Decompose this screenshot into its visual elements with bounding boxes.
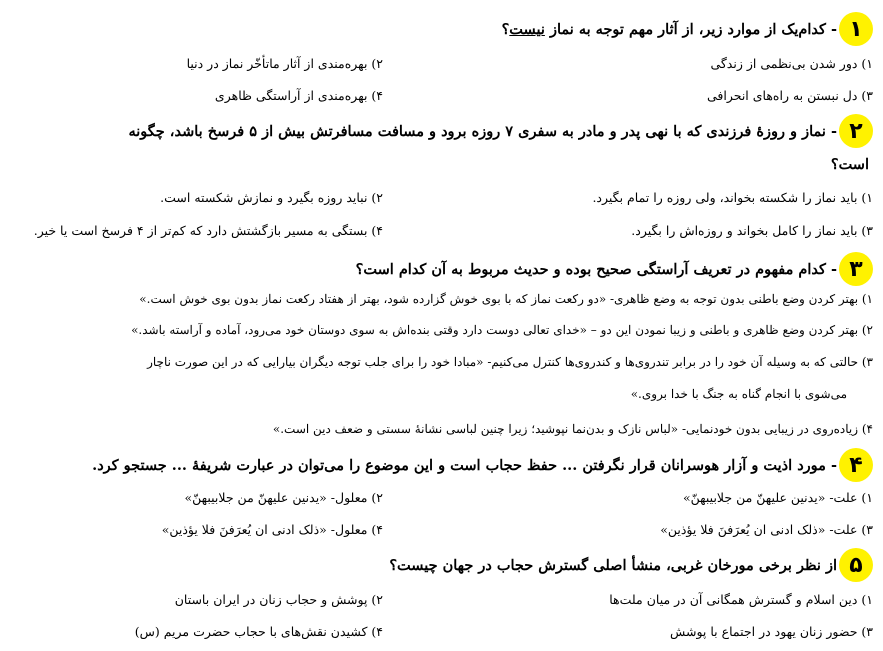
option-continued: می‌شوی با انجام گناه به جنگ با خدا بروی.» bbox=[630, 387, 847, 401]
option[interactable]: ۳) علت- «ذلک ادنی ان یُعرَفنَ فلا یؤذین» bbox=[660, 522, 873, 537]
question-number-badge: ۵ bbox=[839, 548, 873, 582]
option[interactable]: ۲) معلول- «یدنین علیهنّ من جلابیبهنّ» bbox=[184, 490, 383, 505]
question-number-badge: ۲ bbox=[839, 114, 873, 148]
option[interactable]: ۴) زیاده‌روی در زیبایی بدون خودنمایی- «لباس نازک و بدن‌نما نپوشید؛ زیرا چنین لباسی نشانهٔ سستی و ضعف دین است.» bbox=[272, 422, 873, 436]
question-2-header bbox=[128, 114, 873, 148]
option[interactable]: ۳) حالتی که به وسیله آن خود را در برابر تندروی‌ها و کندروی‌ها کنترل می‌کنیم- «مبادا خود را برای جلب توجه دیگران بیارایی که در این صورت ناچار bbox=[147, 355, 873, 369]
question-2-text-continued: است؟ bbox=[830, 156, 869, 173]
option[interactable]: ۴) بهره‌مندی از آراستگی ظاهری bbox=[214, 88, 383, 103]
question-3-text: - کدام مفهوم در تعریف آراستگی صحیح بوده و حدیث مربوط به آن کدام است؟ bbox=[355, 260, 837, 278]
option[interactable]: ۲) پوشش و حجاب زنان در ایران باستان bbox=[174, 592, 383, 607]
option[interactable]: ۳) حضور زنان یهود در اجتماع با پوشش bbox=[670, 624, 873, 639]
question-number-badge: ۴ bbox=[839, 448, 873, 482]
option[interactable]: ۲) نباید روزه بگیرد و نمازش شکسته است. bbox=[160, 190, 383, 205]
option[interactable]: ۱) دین اسلام و گسترش همگانی آن در میان ملت‌ها bbox=[609, 592, 873, 607]
option[interactable]: ۴) کشیدن نقش‌های با حجاب حضرت مریم (س) bbox=[134, 624, 383, 639]
option[interactable]: ۴) معلول- «ذلک ادنی ان یُعرَفنَ فلا یؤذین» bbox=[161, 522, 383, 537]
question-1-header bbox=[502, 12, 873, 46]
option[interactable]: ۳) دل نبستن به راه‌های انحرافی bbox=[706, 88, 873, 103]
option[interactable]: ۲) بهره‌مندی از آثار ماتأخّر نماز در دنیا bbox=[186, 56, 383, 71]
question-5-text: از نظر برخی مورخان غربی، منشأ اصلی گسترش حجاب در جهان چیست؟ bbox=[389, 556, 837, 574]
question-number-badge: ۳ bbox=[839, 252, 873, 286]
question-4-text: - مورد اذیت و آزار هوسرانان قرار نگرفتن ... حفظ حجاب است و این موضوع را می‌توان در عبارت شریفهٔ ... جستجو کرد. bbox=[92, 456, 837, 474]
option[interactable]: ۱) بهتر کردن وضع باطنی بدون توجه به وضع ظاهری- «دو رکعت نماز که با بوی خوش گزارده شود، بهتر از هفتاد رکعت نماز بدون بوی خوش است.» bbox=[139, 292, 873, 306]
option[interactable]: ۱) علت- «یدنین علیهنّ من جلابیبهنّ» bbox=[682, 490, 873, 505]
option[interactable]: ۴) بستگی به مسیر بازگشتش دارد که کم‌تر از ۴ فرسخ است یا خیر. bbox=[33, 223, 383, 238]
option[interactable]: ۲) بهتر کردن وضع ظاهری و باطنی و زیبا نمودن این دو – «خدای تعالی دوست دارد وقتی بنده‌اش به سوی دوستان خود می‌رود، آماده و آراسته باشد.» bbox=[131, 323, 873, 337]
question-2-text: - نماز و روزهٔ فرزندی که با نهی پدر و مادر به سفری ۷ روزه برود و مسافت مسافرتش بیش از ۵ فرسخ باشد، چگونه bbox=[128, 122, 837, 140]
question-3-header bbox=[356, 252, 873, 286]
question-1-text: - کدام‌یک از موارد زیر، از آثار مهم توجه به نماز نیست؟ bbox=[501, 20, 837, 38]
option[interactable]: ۱) دور شدن بی‌نظمی از زندگی bbox=[710, 56, 873, 71]
question-4-header bbox=[92, 448, 873, 482]
question-5-header bbox=[389, 548, 873, 582]
question-number-badge: ۱ bbox=[839, 12, 873, 46]
option[interactable]: ۳) باید نماز را کامل بخواند و روزه‌اش را بگیرد. bbox=[631, 223, 873, 238]
option[interactable]: ۱) باید نماز را شکسته بخواند، ولی روزه را تمام بگیرد. bbox=[592, 190, 873, 205]
